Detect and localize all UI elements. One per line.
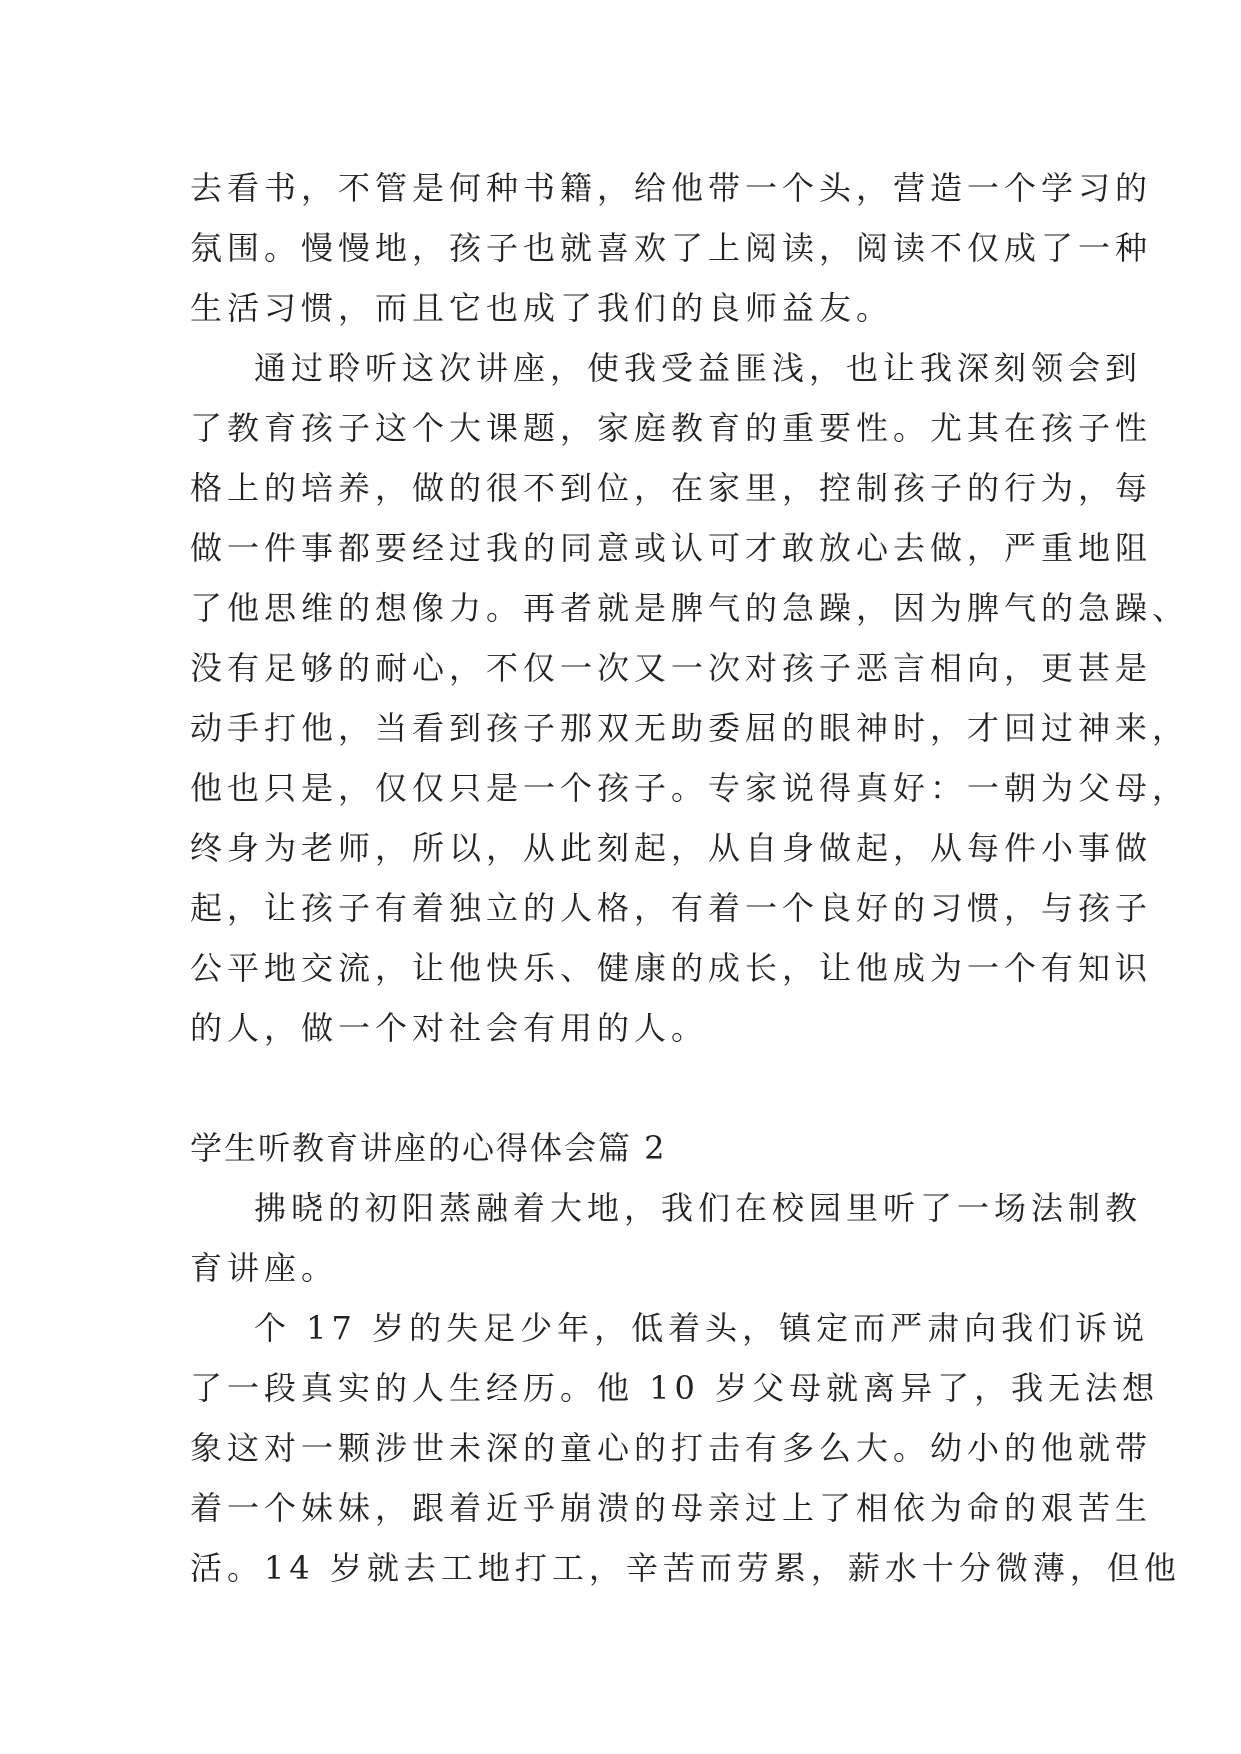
text-line: 了教育孩子这个大课题，家庭教育的重要性。尤其在孩子性 bbox=[190, 409, 1153, 447]
paragraph-2 bbox=[190, 338, 1190, 1058]
text-line: 公平地交流，让他快乐、健康的成长，让他成为一个有知识 bbox=[190, 949, 1153, 987]
text-line: 个 17 岁的失足少年，低着头，镇定而严肃向我们诉说 bbox=[254, 1309, 1150, 1347]
text-line: 育讲座。 bbox=[190, 1249, 339, 1287]
text-line: 去看书，不管是何种书籍，给他带一个头，营造一个学习的 bbox=[190, 169, 1153, 207]
text-line: 没有足够的耐心，不仅一次又一次对孩子恶言相向，更甚是 bbox=[190, 649, 1153, 687]
paragraph-4 bbox=[190, 1298, 1181, 1598]
text-line: 了一段真实的人生经历。他 10 岁父母就离异了，我无法想 bbox=[190, 1369, 1160, 1407]
text-line: 生活习惯，而且它也成了我们的良师益友。 bbox=[190, 289, 894, 327]
text-line: 动手打他，当看到孩子那双无助委屈的眼神时，才回过神来， bbox=[190, 709, 1190, 747]
document-body bbox=[190, 158, 1190, 1598]
text-line: 活。14 岁就去工地打工，辛苦而劳累，薪水十分微薄，但他 bbox=[190, 1549, 1181, 1587]
text-line: 氛围。慢慢地，孩子也就喜欢了上阅读，阅读不仅成了一种 bbox=[190, 229, 1153, 267]
text-line: 着一个妹妹，跟着近乎崩溃的母亲过上了相依为命的艰苦生 bbox=[190, 1489, 1153, 1527]
text-line: 他也只是，仅仅只是一个孩子。专家说得真好：一朝为父母， bbox=[190, 769, 1190, 807]
text-line: 起，让孩子有着独立的人格，有着一个良好的习惯，与孩子 bbox=[190, 889, 1153, 927]
text-line: 拂晓的初阳蒸融着大地，我们在校园里听了一场法制教 bbox=[254, 1189, 1143, 1227]
section-heading: 学生听教育讲座的心得体会篇 2 bbox=[190, 1129, 667, 1167]
text-line: 象这对一颗涉世未深的童心的打击有多么大。幼小的他就带 bbox=[190, 1429, 1153, 1467]
text-line: 的人，做一个对社会有用的人。 bbox=[190, 1009, 709, 1047]
text-line: 终身为老师，所以，从此刻起，从自身做起，从每件小事做 bbox=[190, 829, 1153, 867]
text-line: 做一件事都要经过我的同意或认可才敢放心去做，严重地阻 bbox=[190, 529, 1153, 567]
text-line: 通过聆听这次讲座，使我受益匪浅，也让我深刻领会到 bbox=[254, 349, 1143, 387]
paragraph-3 bbox=[190, 1178, 1143, 1298]
paragraph-1 bbox=[190, 158, 1153, 338]
text-line: 格上的培养，做的很不到位，在家里，控制孩子的行为，每 bbox=[190, 469, 1153, 507]
text-line: 了他思维的想像力。再者就是脾气的急躁，因为脾气的急躁、 bbox=[190, 589, 1190, 627]
